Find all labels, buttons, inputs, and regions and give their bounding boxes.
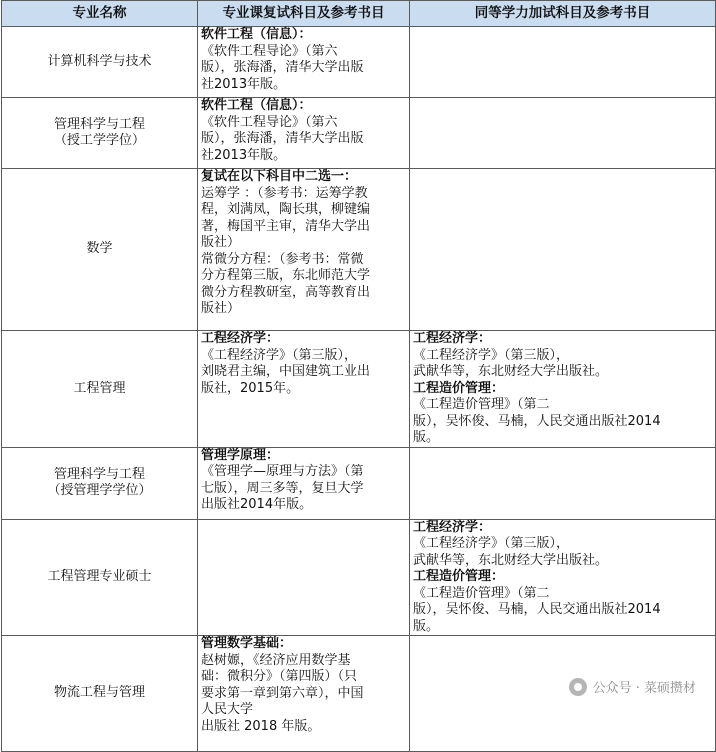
major-name-cell xyxy=(2,331,198,448)
major-name-cell xyxy=(2,447,198,519)
ref-line: 刘晓君主编，中国建筑工业出 xyxy=(201,364,371,379)
header-retest-subject: 专业课复试科目及参考书目 xyxy=(198,1,410,27)
ref-line: 要求第一章到第六章），中国 xyxy=(201,685,364,701)
ref-heading: 软件工程（信息）： xyxy=(201,27,312,42)
major-name: 物流工程与管理 xyxy=(53,685,145,701)
major-name: 管理科学与工程 xyxy=(53,116,145,132)
wechat-icon xyxy=(569,678,587,696)
equivalent-subject-cell xyxy=(410,519,716,636)
ref-line: 常微分方程：（参考书：常微 xyxy=(201,251,364,267)
major-name-cell xyxy=(2,169,198,331)
table-row xyxy=(2,169,716,331)
table-row xyxy=(2,27,716,98)
ref-line: 版），吴怀俊、马楠，人民交通出版社2014 xyxy=(413,413,661,429)
major-name-cell xyxy=(2,98,198,169)
major-name: 工程管理 xyxy=(73,380,126,396)
retest-subject-cell xyxy=(198,98,410,169)
watermark-text: 公众号 · 菜硕攒材 xyxy=(592,681,696,696)
ref-line: 出版社2014年版。 xyxy=(201,497,313,512)
table-row xyxy=(2,519,716,636)
major-name-cell xyxy=(2,636,198,752)
equivalent-subject-cell xyxy=(410,169,716,331)
major-name: （授工学学位） xyxy=(53,133,145,148)
ref-heading: 工程造价管理： xyxy=(413,569,505,584)
ref-line: 版社） xyxy=(201,235,241,250)
major-name: （授管理学学位） xyxy=(47,483,152,498)
equivalent-subject-cell xyxy=(410,98,716,169)
table-header-row xyxy=(2,1,716,27)
ref-line: 武献华等，东北财经大学出版社。 xyxy=(413,552,609,568)
ref-line: 《工程造价管理》（第二 xyxy=(413,397,550,412)
ref-line: 版社） xyxy=(201,301,241,316)
retest-subject-cell xyxy=(198,27,410,98)
retest-subject-cell xyxy=(198,636,410,752)
table-row xyxy=(2,98,716,169)
ref-line: 出版社 2018 年版。 xyxy=(201,718,321,734)
ref-line: 础：微积分》（第四版）（只 xyxy=(201,669,358,684)
retest-subject-cell xyxy=(198,447,410,519)
ref-line: 社2013年版。 xyxy=(201,76,287,92)
ref-line: 分方程第三版，东北师范大学 xyxy=(201,268,371,283)
equivalent-subject-cell xyxy=(410,447,716,519)
ref-line: 程，刘满凤，陶长琪，柳键编 xyxy=(201,202,371,217)
ref-line: 版），吴怀俊、马楠，人民交通出版社2014 xyxy=(413,602,661,617)
major-name: 管理科学与工程 xyxy=(53,466,145,482)
ref-line: 版），张海潘，清华大学出版 xyxy=(201,60,364,75)
ref-line: 武献华等，东北财经大学出版社。 xyxy=(413,364,609,379)
ref-line: 《工程造价管理》（第二 xyxy=(413,585,550,601)
ref-heading: 管理学原理： xyxy=(201,447,280,463)
ref-line: 版），张海潘，清华大学出版 xyxy=(201,131,364,146)
ref-heading: 软件工程（信息）： xyxy=(201,98,312,113)
ref-heading: 工程经济学： xyxy=(413,519,492,535)
table-body xyxy=(2,27,716,752)
major-name: 计算机科学与技术 xyxy=(47,53,152,69)
table-row xyxy=(2,331,716,448)
major-name-cell xyxy=(2,27,198,98)
ref-heading: 管理数学基础： xyxy=(201,636,293,651)
equivalent-subject-cell xyxy=(410,27,716,98)
ref-line: 《软件工程导论》（第六 xyxy=(201,114,338,130)
equivalent-subject-cell xyxy=(410,331,716,448)
ref-line: 著，梅国平主审，清华大学出 xyxy=(201,218,371,234)
major-name: 工程管理专业硕士 xyxy=(47,569,152,584)
course-table xyxy=(1,0,716,752)
ref-line: 《工程经济学》（第三版）， xyxy=(201,347,358,363)
major-name: 数学 xyxy=(86,241,113,257)
ref-line: 《管理学—原理与方法》（第 xyxy=(201,464,364,479)
header-major: 专业名称 xyxy=(2,1,198,27)
ref-heading: 工程造价管理： xyxy=(413,380,505,396)
ref-line: 版社，2015年。 xyxy=(201,380,300,396)
ref-heading: 工程经济学： xyxy=(201,331,280,346)
ref-line: 微分方程教研室，高等教育出 xyxy=(201,284,371,300)
ref-line: 《软件工程导论》（第六 xyxy=(201,43,338,59)
retest-subject-cell xyxy=(198,169,410,331)
ref-line: 社2013年版。 xyxy=(201,147,287,163)
watermark xyxy=(569,677,696,696)
ref-line: 《工程经济学》（第三版）， xyxy=(413,536,570,551)
ref-line: 人民大学 xyxy=(201,702,254,717)
retest-subject-cell xyxy=(198,331,410,448)
table-row xyxy=(2,447,716,519)
ref-heading: 复试在以下科目中二选一： xyxy=(201,169,358,184)
ref-line: 七版），周三多等，复旦大学 xyxy=(201,480,364,496)
ref-heading: 工程经济学： xyxy=(413,331,492,346)
major-name-cell xyxy=(2,519,198,636)
ref-line: 赵树嫄，《经济应用数学基 xyxy=(201,652,351,668)
ref-line: 版。 xyxy=(413,430,440,445)
retest-subject-cell xyxy=(198,519,410,636)
ref-line: 版。 xyxy=(413,618,440,634)
ref-line: 运筹学 ：（参考书：运筹学教 xyxy=(201,185,368,201)
ref-line: 《工程经济学》（第三版）， xyxy=(413,347,570,363)
header-equivalent-subject: 同等学力加试科目及参考书目 xyxy=(410,1,716,27)
